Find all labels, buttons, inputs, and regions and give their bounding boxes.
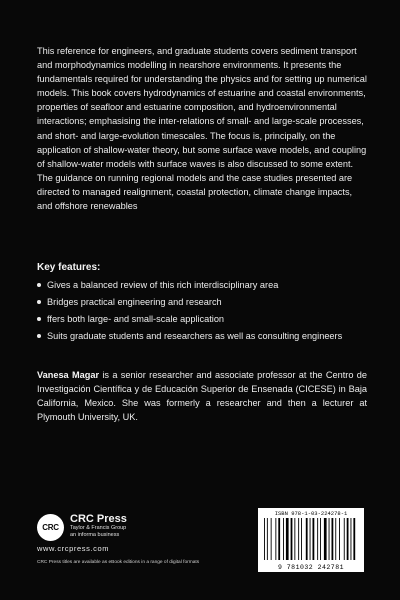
barcode-bar [271, 518, 272, 560]
barcode-bar [301, 518, 302, 560]
barcode-bar [313, 518, 315, 560]
key-features-list [37, 278, 357, 346]
key-feature-item: ffers both large- and small-scale application [37, 312, 357, 326]
barcode [258, 508, 364, 572]
barcode-bar [278, 518, 280, 560]
barcode-bar [324, 518, 327, 560]
barcode-bar [320, 518, 321, 560]
barcode-digits: 9 781032 242781 [277, 564, 344, 571]
barcode-bar [353, 518, 355, 560]
isbn-label: ISBN 978-1-03-224278-1 [274, 510, 348, 517]
barcode-bar [317, 518, 318, 560]
barcode-bar [347, 518, 349, 560]
key-feature-item: Gives a balanced review of this rich interdisciplinary area [37, 278, 357, 292]
ebook-note: CRC Press titles are available as eBook editions in a range of digital formats [37, 560, 200, 565]
barcode-bar [329, 518, 330, 560]
publisher-name: CRC Press [70, 513, 127, 525]
barcode-bar [306, 518, 308, 560]
barcode-bar [264, 518, 265, 560]
author-name: Vanesa Magar [37, 370, 100, 380]
barcode-bar [294, 518, 295, 560]
publisher-url[interactable]: www.crcpress.com [37, 544, 110, 553]
description-text: This reference for engineers, and graduate students covers sediment transport and morphodynamics modelling in nearshore environments. It presents the fundamentals required for understanding the physics and for setting up numerical models. This book covers hydrodynamics of estuarine and coastal environments, properties of seafloor and estuarine composition, and hydroenvironmental interactions; emphasising the inter-relations of small- and large-scale processes, and short- and large-evolution timescales. The focus is, principally, on the application of shallow-water theory, but some surface wave models, and coupling of shallow-water models with surface waves is also discussed to some extent. The guidance on running regional models and the case studies presented are directed to managed realignment, coastal protection, climate change impacts, and offshore renewables [37, 46, 367, 212]
key-feature-item: Bridges practical engineering and research [37, 295, 357, 309]
key-feature-item: Suits graduate students and researchers as well as consulting engineers [37, 329, 357, 343]
barcode-bar [351, 518, 352, 560]
barcode-bar [267, 518, 268, 560]
barcode-bar [339, 518, 340, 560]
barcode-bar [298, 518, 299, 560]
publisher-parent: an informa business [70, 532, 120, 538]
crc-logo-icon [37, 514, 64, 541]
publisher-block [70, 513, 127, 539]
publisher-group: Taylor & Francis Group [70, 525, 127, 531]
barcode-bar [310, 518, 311, 560]
author-bio [37, 368, 367, 424]
barcode-bar [335, 518, 336, 560]
barcode-bar [344, 518, 345, 560]
key-features-heading: Key features: [37, 262, 101, 273]
barcode-bar [275, 518, 276, 560]
logo-text: CRC [42, 523, 59, 532]
barcode-bar [291, 518, 293, 560]
author-bio-text: is a senior researcher and associate professor at the Centro de Investigación Científica y de Educación Superior de Ensenada (CICESE) in Baja California, Mexico. She was formerly a researcher and then a lecturer at Plymouth University, UK. [37, 370, 367, 423]
barcode-bars [264, 518, 358, 560]
barcode-bar [286, 518, 289, 560]
barcode-bar [332, 518, 334, 560]
barcode-bar [283, 518, 284, 560]
